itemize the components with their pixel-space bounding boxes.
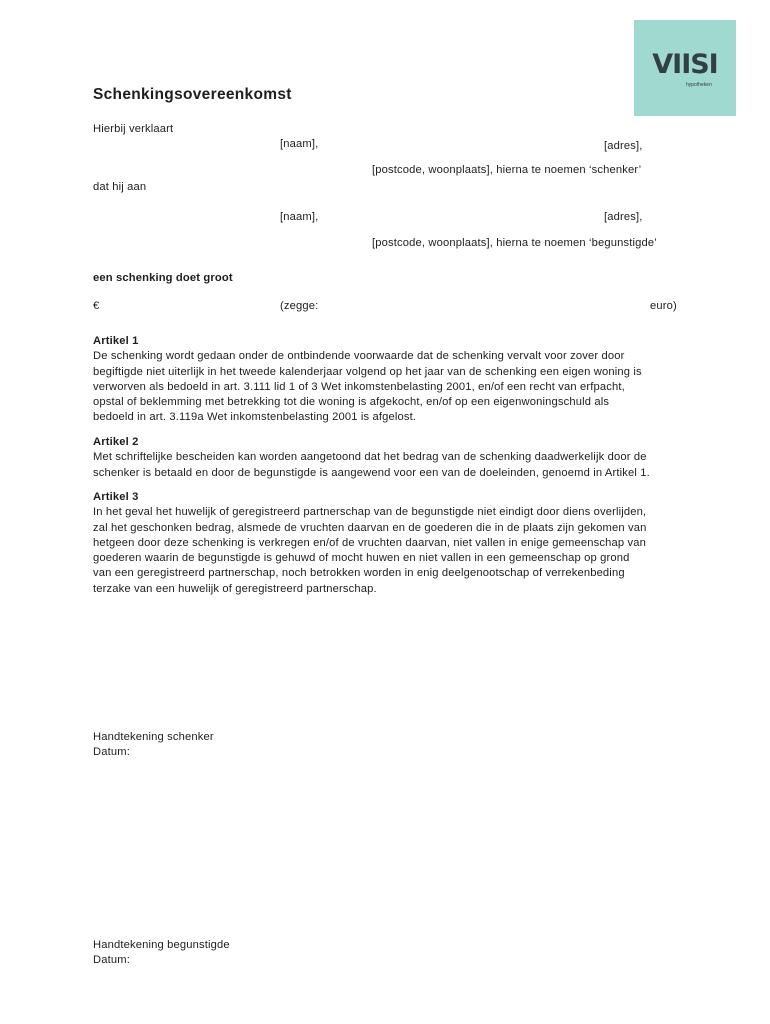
article-line: begiftigde niet uiterlijk in het tweede kalenderjaar volgend op het jaar van de schenking een eigen woning is [93,365,642,378]
amount-words-label: (zegge: [280,300,319,312]
donor-postcode-line: [postcode, woonplaats], hierna te noemen ‘schenker’ [372,164,642,176]
article-line: In het geval het huwelijk of geregistreerd partnerschap van de begunstigde niet eindigt door diens overlijden, [93,506,647,519]
recipient-signature-label: Handtekening begunstigde [93,939,230,951]
document-title: Schenkingsovereenkomst [93,86,292,103]
recipient-signature-block [93,938,673,969]
article-line: van een geregistreerd partnerschap, noch betrokken worden in enig deelgenootschap of verrekenbeding [93,567,625,580]
connector-text: dat hij aan [93,181,147,193]
intro-text: Hierbij verklaart [93,123,174,135]
recipient-name-field: [naam], [280,211,319,223]
article-line: opstal of beklemming met betrekking tot die woning is afgekocht, en/of op een eigenwoningschuld als [93,396,610,409]
recipient-date-label: Datum: [93,954,130,967]
article-2 [93,435,673,481]
article-line: De schenking wordt gedaan onder de ontbindende voorwaarde dat de schenking vervalt voor zover door [93,350,625,363]
article-3 [93,490,673,597]
article-line: goederen waarin de begunstigde is gehuwd of mocht huwen en niet vallen in een gemeenschap op grond [93,552,630,565]
donor-address-field: [adres], [604,140,643,152]
gift-heading: een schenking doet groot [93,272,233,284]
currency-symbol: € [93,300,100,312]
amount-unit: euro) [650,300,677,312]
article-line: schenker is betaald en door de begunstigde is aangewend voor een van de doeleinden, genoemd in Artikel 1. [93,466,650,479]
recipient-postcode-line: [postcode, woonplaats], hierna te noemen ‘begunstigde’ [372,237,657,249]
article-1 [93,334,673,426]
article-line: hetgeen door deze schenking is verkregen en/of de vruchten daarvan, niet vallen in enige gemeenschap van [93,536,646,549]
article-line: terzake van een huwelijk of geregistreerd partnerschap. [93,582,377,595]
logo-subtitle: hypotheken [686,82,712,88]
recipient-address-field: [adres], [604,211,643,223]
donor-date-label: Datum: [93,746,130,759]
donor-name-field: [naam], [280,138,319,150]
donor-signature-block [93,730,673,761]
viisi-logo [634,20,736,116]
article-line: bedoeld in art. 3.119a Wet inkomstenbelasting 2001 is afgelost. [93,411,417,424]
article-line: zal het geschonken bedrag, alsmede de vruchten daarvan en de goederen die in de plaats zijn gekomen van [93,521,647,534]
logo-wordmark: VIISI [652,49,718,80]
article-line: Met schriftelijke bescheiden kan worden aangetoond dat het bedrag van de schenking daadwerkelijk door de [93,451,647,464]
article-heading: Artikel 1 [93,335,139,347]
article-line: verworven als bedoeld in art. 3.111 lid 1 of 3 Wet inkomstenbelasting 2001, en/of een recht van erfpacht, [93,380,625,393]
article-heading: Artikel 3 [93,491,139,503]
donor-signature-label: Handtekening schenker [93,731,214,743]
article-heading: Artikel 2 [93,436,139,448]
